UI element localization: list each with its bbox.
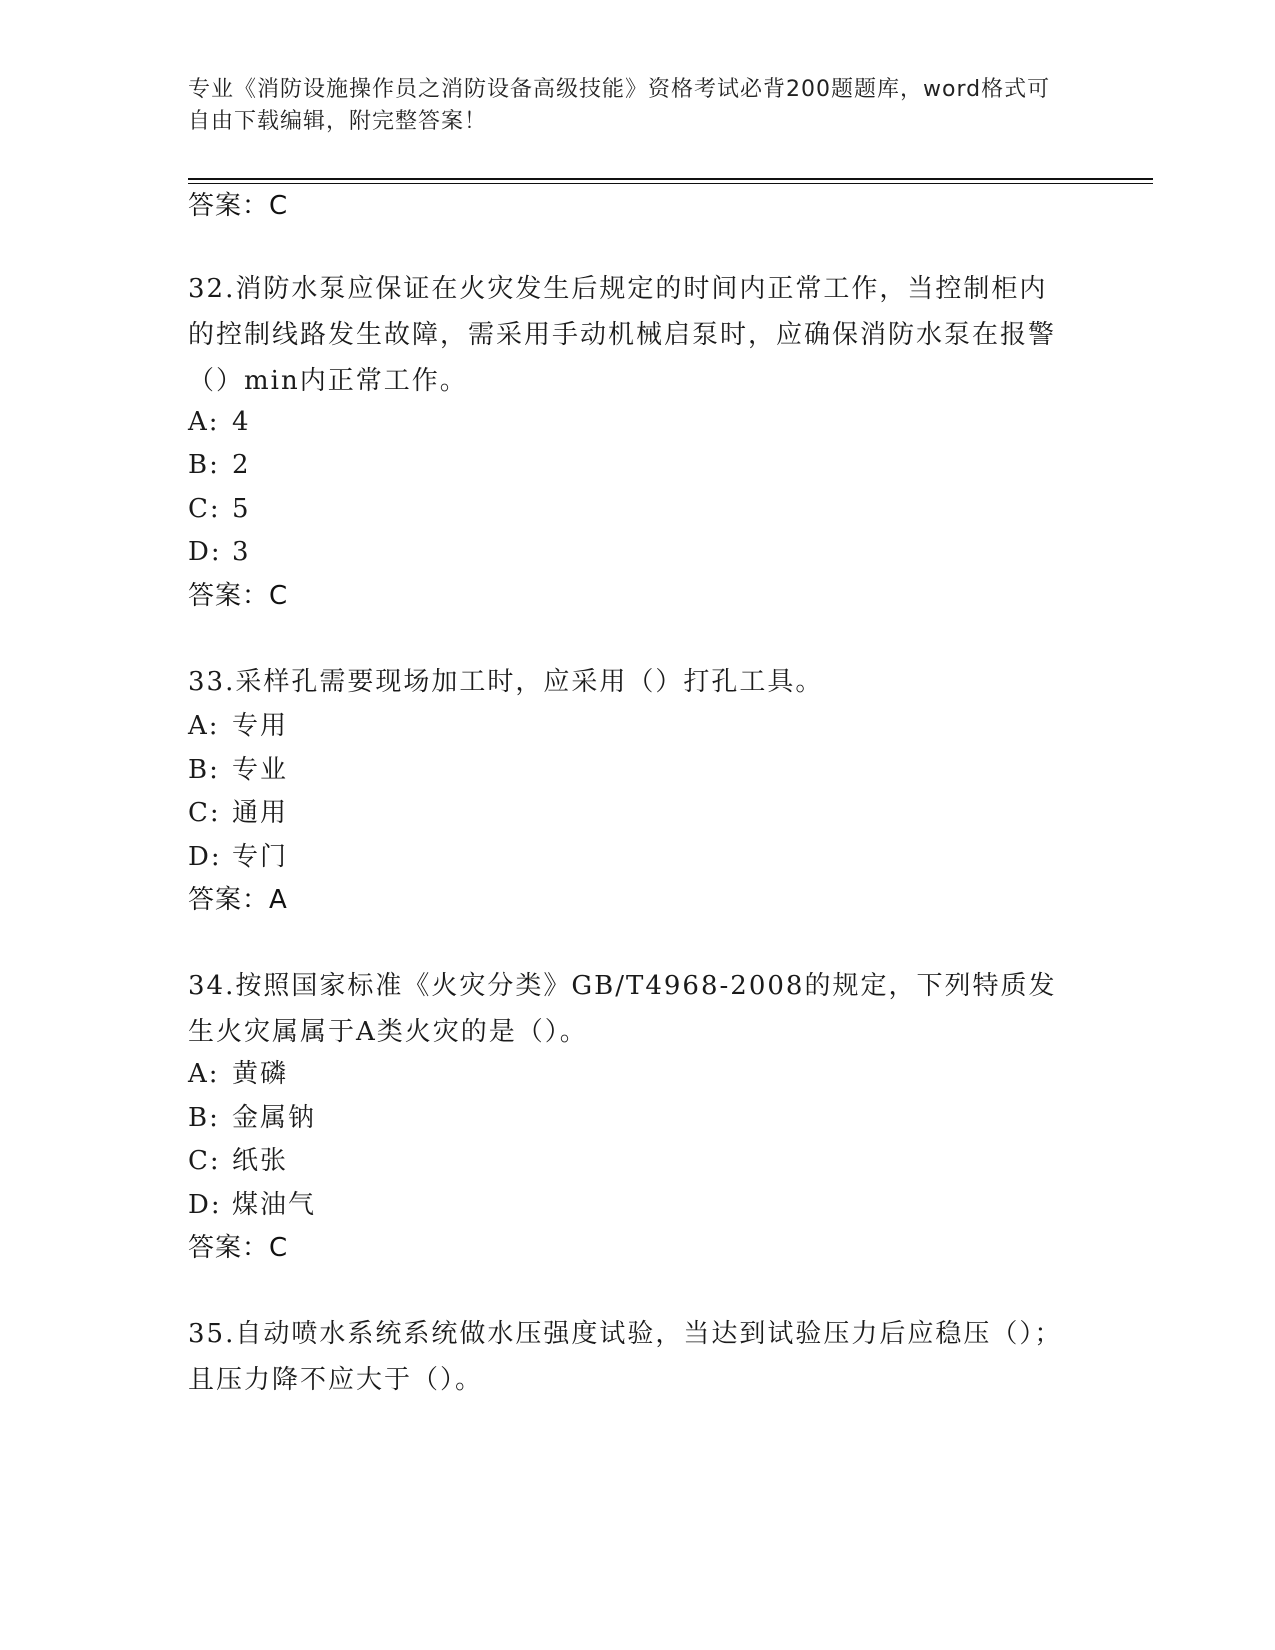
option-text: 专业: [232, 755, 289, 785]
option-letter: C:: [188, 798, 221, 828]
answer-value: A: [269, 885, 288, 915]
option-letter: B:: [188, 450, 220, 480]
answer-line: [188, 186, 288, 226]
option-d: [188, 532, 251, 572]
question-number: 33.: [188, 667, 236, 697]
option-c: [188, 1141, 288, 1181]
option-text: 4: [232, 407, 251, 437]
option-text: 煤油气: [232, 1190, 317, 1220]
option-letter: D:: [188, 537, 222, 567]
question-35: [188, 1311, 1068, 1403]
option-a: [188, 1054, 288, 1094]
answer-label: 答案：: [188, 191, 270, 221]
option-letter: D:: [188, 1190, 222, 1220]
answer-label: 答案：: [188, 885, 270, 915]
question-number: 32.: [188, 274, 236, 304]
header-divider-thin: [188, 183, 1153, 184]
answer-line: [188, 880, 288, 920]
option-letter: C:: [188, 1146, 221, 1176]
option-text: 金属钠: [232, 1103, 317, 1133]
option-text: 纸张: [232, 1146, 289, 1176]
option-text: 专门: [232, 842, 289, 872]
question-32: [188, 266, 1068, 404]
option-text: 通用: [232, 798, 289, 828]
option-text: 5: [232, 494, 251, 524]
answer-value: C: [269, 191, 289, 221]
option-letter: A:: [188, 1059, 220, 1089]
answer-label: 答案：: [188, 1233, 270, 1263]
question-text: 消防水泵应保证在火灾发生后规定的时间内正常工作，当控制柜内的控制线路发生故障，需采用手动机械启泵时，应确保消防水泵在报警（）min内正常工作。: [188, 274, 1057, 396]
question-text: 按照国家标准《火灾分类》GB/T4968-2008的规定，下列特质发生火灾属属于A类火灾的是（）。: [188, 971, 1057, 1047]
option-d: [188, 1185, 316, 1225]
option-c: [188, 489, 251, 529]
question-text: 自动喷水系统系统做水压强度试验，当达到试验压力后应稳压（）；且压力降不应大于（）。: [188, 1319, 1063, 1395]
option-text: 2: [232, 450, 251, 480]
option-letter: B:: [188, 1103, 220, 1133]
option-text: 黄磷: [232, 1059, 289, 1089]
answer-value: C: [269, 581, 289, 611]
option-letter: A:: [188, 407, 220, 437]
question-number: 34.: [188, 971, 236, 1001]
question-number: 35.: [188, 1319, 236, 1349]
option-letter: D:: [188, 842, 222, 872]
answer-line: [188, 1228, 288, 1268]
question-33: [188, 659, 1068, 705]
header-divider-thick: [188, 178, 1153, 180]
option-text: 专用: [232, 711, 289, 741]
option-letter: C:: [188, 494, 221, 524]
option-b: [188, 1098, 316, 1138]
option-a: [188, 706, 288, 746]
document-header: 专业《消防设施操作员之消防设备高级技能》资格考试必背200题题库，word格式可自由下载编辑，附完整答案！: [188, 77, 1051, 134]
option-a: [188, 402, 251, 442]
question-text: 采样孔需要现场加工时，应采用（）打孔工具。: [235, 667, 824, 697]
answer-line: [188, 576, 288, 616]
option-b: [188, 750, 288, 790]
option-letter: A:: [188, 711, 220, 741]
option-d: [188, 837, 288, 877]
question-34: [188, 963, 1068, 1055]
option-b: [188, 445, 251, 485]
option-letter: B:: [188, 755, 220, 785]
option-text: 3: [232, 537, 251, 567]
answer-value: C: [269, 1233, 289, 1263]
option-c: [188, 793, 288, 833]
answer-label: 答案：: [188, 581, 270, 611]
